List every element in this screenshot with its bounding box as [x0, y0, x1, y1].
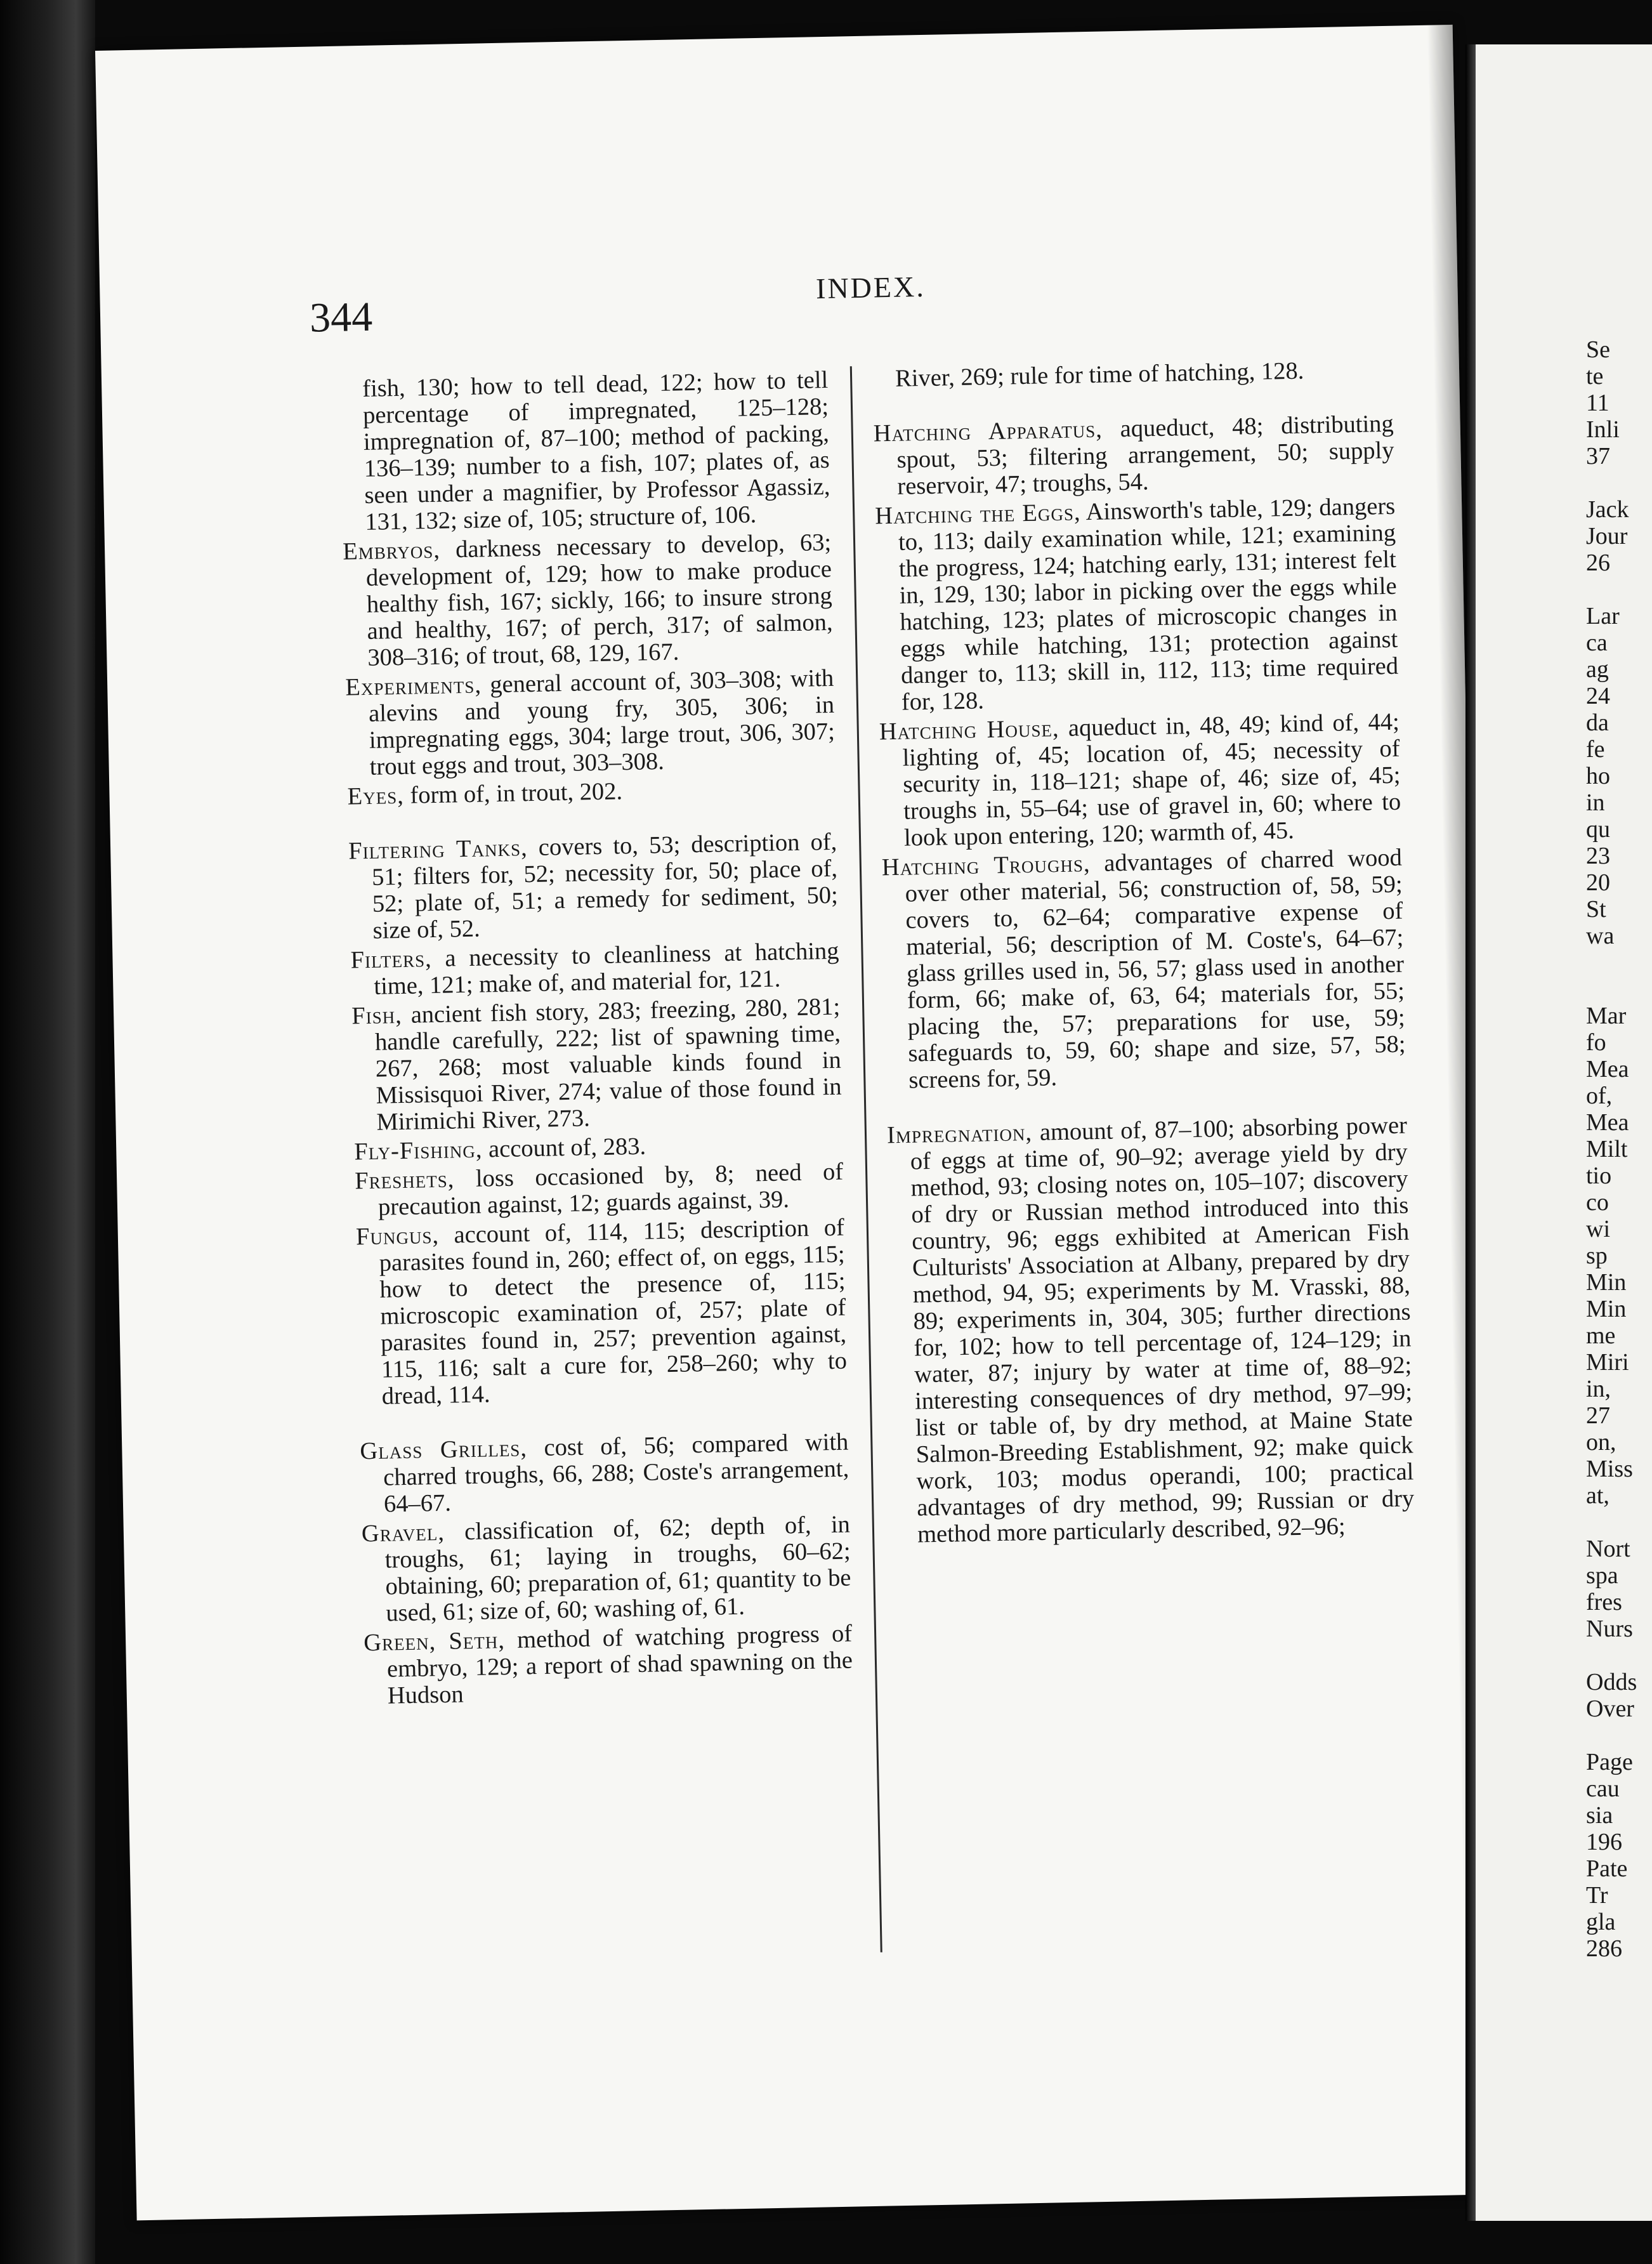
- facing-page-fragment-line: 27: [1586, 1402, 1610, 1429]
- index-entry-heading: Fly-Fishing,: [353, 1136, 483, 1166]
- facing-page-fragment-line: 286: [1586, 1935, 1622, 1962]
- index-entry: [887, 1112, 1415, 1549]
- facing-page-fragment-line: cau: [1586, 1775, 1620, 1802]
- index-entry-heading: Hatching Troughs,: [881, 850, 1091, 881]
- facing-page-fragment-line: Nort: [1586, 1536, 1630, 1562]
- index-entry-heading: Hatching Apparatus,: [873, 416, 1103, 447]
- facing-page-fragment-line: Over: [1586, 1695, 1634, 1722]
- index-entry: [879, 709, 1401, 852]
- facing-page-fragment-line: wa: [1586, 923, 1615, 949]
- facing-page-fragment-line: Jour: [1586, 523, 1628, 550]
- index-entry-text: covers to, 53; description of, 51; filters for, 52; necessity for, 50; place of, 52; plate of, 51; a remedy for sediment, 50; size of, 52.: [371, 828, 839, 944]
- facing-page-fragment-line: Milt: [1586, 1136, 1628, 1162]
- index-entry: [355, 1159, 844, 1221]
- facing-page-fragment-line: sia: [1586, 1802, 1613, 1829]
- index-entry: [875, 493, 1399, 716]
- index-entry: [356, 1214, 848, 1411]
- index-entry-heading: Impregnation,: [886, 1119, 1033, 1149]
- facing-page-fragment-line: St: [1586, 896, 1606, 923]
- facing-page-fragment-line: Inli: [1586, 416, 1620, 443]
- facing-page-fragment-line: 37: [1586, 443, 1610, 470]
- facing-page-fragment-line: Jack: [1586, 496, 1629, 523]
- index-entry-heading: Eyes,: [347, 782, 405, 810]
- facing-page-fragment-line: 11: [1586, 390, 1609, 416]
- index-entry: [360, 1429, 849, 1518]
- index-entry-heading: Freshets,: [354, 1166, 455, 1195]
- facing-page-fragment-line: on,: [1586, 1429, 1616, 1456]
- facing-page-fragment-line: fo: [1586, 1029, 1606, 1056]
- facing-page-fragment-line: wi: [1586, 1216, 1610, 1242]
- index-column-left: [339, 367, 860, 2038]
- index-entry-heading: Experiments,: [344, 671, 482, 701]
- facing-page-fragment-line: fres: [1586, 1589, 1622, 1616]
- index-entry: [362, 1511, 852, 1628]
- index-entry: [350, 938, 839, 1001]
- index-entry-text: loss occasioned by, 8; need of precaution against, 12; guards against, 39.: [377, 1158, 844, 1221]
- index-entry-text: account of, 283.: [482, 1133, 646, 1163]
- index-entry-text: amount of, 87–100; absorbing power of eggs at time of, 90–92; average yield by dry method, 93; closing notes on, 105–107; discovery of dry or Russian method introduced into this country, 96; eggs exhibited at American Fish Culturists' Association at Albany, prepared by dry method, 94, 95; experiments by M. Vrasski, 88, 89; experiments in, 304, 305; further directions for, 102; how to tell percentage of, 124–129; in water, 87; injury by water at time of, 88–92; interesting consequences of dry method, 97–99; list or table of, by dry method, at Maine State Salmon-Breeding Establishment, 92; make quick work, 103; modus operandi, 100; practical advantages of dry method, 99; Russian or dry method more particularly described, 92–96;: [910, 1112, 1415, 1548]
- facing-page-fragment-line: Nurs: [1586, 1616, 1633, 1642]
- index-entry-text: darkness necessary to develop, 63; development of, 129; how to make produce healthy fish, 167; sickly, 166; to insure strong and healthy, 167; of perch, 317; of salmon, 308–316; of trout, 68, 129, 167.: [365, 529, 833, 671]
- index-page: [95, 25, 1494, 2220]
- facing-page-fragment-line: tio: [1586, 1162, 1612, 1189]
- page-number: 344: [309, 293, 373, 341]
- index-entry-heading: Glass Grilles,: [360, 1435, 528, 1465]
- facing-page-fragment-line: 24: [1586, 683, 1610, 709]
- facing-page-fragment-line: of,: [1586, 1083, 1613, 1109]
- facing-page-fragment-line: sp: [1586, 1242, 1608, 1269]
- index-entry-heading: Filtering Tanks,: [348, 834, 528, 865]
- facing-page-fragment-line: Lar: [1586, 603, 1620, 629]
- index-entry-text: aqueduct in, 48, 49; kind of, 44; lighting of, 45; location of, 45; necessity of security in, 118–121; shape of, 46; size of, 45; troughs in, 55–64; use of gravel in, 60; where to look upon entering, 120; warmth of, 45.: [902, 708, 1401, 852]
- facing-page-fragment-line: Odds: [1586, 1669, 1637, 1695]
- index-entry-heading: Gravel,: [361, 1518, 445, 1548]
- index-entry: [339, 367, 831, 536]
- index-entry-text: classification of, 62; depth of, in troughs, 61; laying in troughs, 60–62; obtaining, 60; preparation of, 61; quantity to be used, 61; size of, 60; washing of, 61.: [384, 1511, 851, 1627]
- index-entry: [351, 994, 842, 1136]
- facing-page-fragment-line: gla: [1586, 1909, 1616, 1935]
- facing-page-fragment-line: at,: [1586, 1482, 1609, 1509]
- facing-page-fragment-line: Tr: [1586, 1882, 1608, 1909]
- facing-page-fragment-line: Min: [1586, 1296, 1627, 1322]
- facing-page-fragment-line: Mea: [1586, 1056, 1629, 1083]
- index-entry: [873, 411, 1394, 501]
- facing-page-fragment-line: co: [1586, 1189, 1609, 1216]
- index-entry-text: cost of, 56; compared with charred troughs, 66, 288; Coste's arrangement, 64–67.: [383, 1428, 849, 1518]
- facing-page-fragment-line: in: [1586, 789, 1605, 816]
- facing-page-fragment-line: in,: [1586, 1376, 1611, 1402]
- facing-page-fragment-line: fe: [1586, 736, 1605, 763]
- index-entry-heading: Fish,: [351, 1001, 403, 1030]
- facing-page-fragment-line: ag: [1586, 656, 1609, 683]
- facing-page-fragment-line: 196: [1586, 1829, 1622, 1855]
- running-head: [309, 260, 1433, 358]
- facing-page-fragment-line: Mea: [1586, 1109, 1629, 1136]
- facing-page-binding: [1465, 44, 1476, 2221]
- index-entry-heading: Fungus,: [355, 1221, 440, 1251]
- index-entry-text: fish, 130; how to tell dead, 122; how to tell percentage of impregnated, 125–128; impregnation of, 87–100; method of packing, 136–139; number to a fish, 107; plates of, as seen under a magnifier, by Professor Agassiz, 131, 132; size of, 105; structure of, 106.: [362, 366, 830, 536]
- facing-page-fragment-line: Miri: [1586, 1349, 1629, 1376]
- index-entry-text: Ainsworth's table, 129; dangers to, 113; daily examination while, 121; examining the progress, 124; hatching early, 131; interest felt in, 129, 130; labor in picking over the eggs while hatching, 123; plates of microscopic changes in eggs while hatching, 131; protection against danger to, 113; skill in, 112, 113; time required for, 128.: [898, 492, 1399, 716]
- index-column-right: [872, 356, 1424, 2028]
- index-entry-text: account of, 114, 115; description of parasites found in, 260; effect of, on eggs, 115; how to detect the presence of, 115; microscopic examination of, 257; plate of parasites found in, 257; prevention against, 115, 116; salt a cure for, 258–260; why to dread, 114.: [379, 1214, 848, 1410]
- facing-page-fragment-line: 20: [1586, 869, 1610, 896]
- index-entry-text: advantages of charred wood over other material, 56; construction of, 58, 59; covers to, 62–64; comparative expense of material, 56; description of M. Coste's, 64–67; glass grilles used in, 56, 57; glass used in another form, 66; make of, 63, 64; materials for, 55; placing the, 57; preparations for use, 59; safeguards to, 59, 60; shape and size, 57, 58; screens for, 59.: [905, 844, 1406, 1094]
- index-entry-heading: Filters,: [350, 945, 433, 974]
- index-entry-text: general account of, 303–308; with alevins and young fry, 305, 306; in impregnating eggs, 304; large trout, 306, 307; trout eggs and trout, 303–308.: [368, 664, 836, 780]
- facing-page-fragment-line: Min: [1586, 1269, 1627, 1296]
- facing-page-fragment-line: spa: [1586, 1562, 1618, 1589]
- index-entry-heading: Hatching House,: [879, 715, 1059, 746]
- facing-page-fragment-line: 23: [1586, 843, 1610, 869]
- facing-page-fragment-line: me: [1586, 1322, 1616, 1349]
- facing-page-fragment-line: Se: [1586, 336, 1610, 363]
- index-entry-text: aqueduct, 48; distributing spout, 53; filtering arrangement, 50; supply reservoir, 47; troughs, 54.: [896, 410, 1394, 500]
- index-entry-text: ancient fish story, 283; freezing, 280, 281; handle carefully, 222; list of spawning time, 267, 268; most valuable kinds found in Missisquoi River, 274; value of those found in Mirimichi River, 273.: [374, 993, 842, 1136]
- facing-page-fragment-line: Page: [1586, 1749, 1633, 1775]
- index-entry: [345, 665, 836, 781]
- facing-page-fragment-line: ho: [1586, 763, 1610, 789]
- facing-page-fragment-line: Miss: [1586, 1456, 1633, 1482]
- index-entry-text: River, 269; rule for time of hatching, 128.: [895, 357, 1304, 392]
- facing-page-fragment-line: te: [1586, 363, 1604, 390]
- facing-page-fragment-line: qu: [1586, 816, 1610, 843]
- index-entry-heading: Green, Seth,: [363, 1627, 506, 1657]
- index-entry: [882, 845, 1406, 1095]
- index-entry-text: form of, in trout, 202.: [403, 778, 623, 809]
- book-binding-edge: [0, 0, 95, 2264]
- index-entry: [343, 529, 834, 672]
- running-title: INDEX.: [815, 270, 926, 305]
- facing-page-fragment-line: da: [1586, 709, 1609, 736]
- index-entry-text: method of watching progress of embryo, 129; a report of shad spawning on the Hudson: [386, 1620, 853, 1709]
- facing-page-fragment-line: Mar: [1586, 1003, 1627, 1029]
- facing-page-fragment-line: ca: [1586, 629, 1608, 656]
- facing-page-fragment-line: 26: [1586, 550, 1610, 576]
- index-entry-heading: Hatching the Eggs,: [874, 499, 1081, 530]
- index-entry: [872, 356, 1393, 393]
- index-entry: [348, 829, 839, 945]
- index-entry-text: a necessity to cleanliness at hatching time, 121; make of, and material for, 121.: [373, 937, 839, 1000]
- index-entry: [364, 1621, 853, 1710]
- facing-page-fragment: [1465, 44, 1652, 2221]
- facing-page-fragment-line: Pate: [1586, 1855, 1628, 1882]
- index-entry-heading: Embryos,: [342, 536, 441, 565]
